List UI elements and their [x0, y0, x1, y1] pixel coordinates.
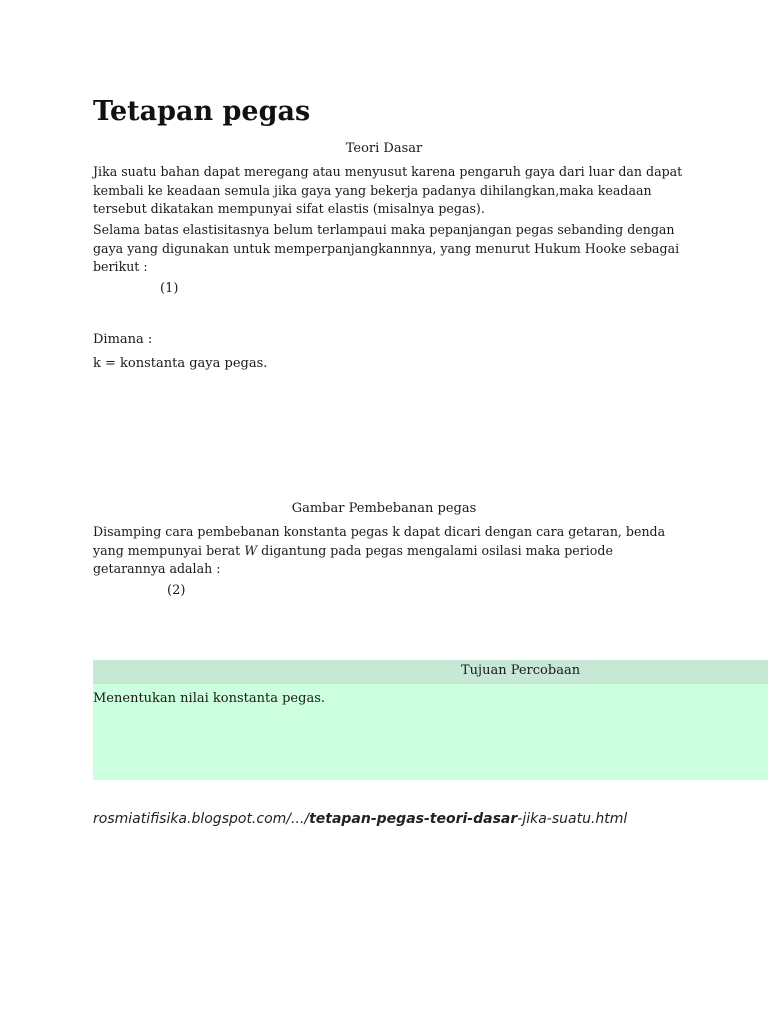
- equation-number-2: (2): [167, 583, 186, 598]
- source-link[interactable]: [93, 811, 627, 827]
- section-heading-teori-dasar: Teori Dasar: [345, 141, 423, 156]
- objective-heading-band: [93, 660, 768, 684]
- page-title: Tetapan pegas: [93, 96, 311, 127]
- paragraph-hukum-hooke: Selama batas elastisitasnya belum terlampaui maka pepanjangan pegas sebanding dengan gaya yang digunakan untuk memperpanjangkannnya, yang menurut Hukum Hooke sebagai berikut :: [93, 222, 680, 274]
- objective-heading: Tujuan Percobaan: [461, 663, 581, 678]
- equation-number-1: (1): [160, 281, 179, 296]
- objective-body-band: [93, 684, 768, 780]
- paragraph-getaran: [93, 523, 683, 579]
- weight-symbol: W: [244, 542, 258, 558]
- paragraph-getaran-part2: digantung pada pegas mengalami osilasi maka periode getarannya adalah :: [93, 542, 613, 576]
- dimana-label: Dimana :: [93, 332, 153, 347]
- objective-text: Menentukan nilai konstanta pegas.: [93, 691, 325, 706]
- k-definition: k = konstanta gaya pegas.: [93, 356, 268, 371]
- source-link-suffix: -jika-suatu.html: [517, 811, 628, 827]
- paragraph-elastisitas: Jika suatu bahan dapat meregang atau menyusut karena pengaruh gaya dari luar dan dapat kembali ke keadaan semula jika gaya yang bekerja padanya dihilangkan,maka keadaan tersebut dikatakan mempunyai sifat elastis (misalnya pegas).: [93, 164, 683, 216]
- paragraph-getaran-part1: Disamping cara pembebanan konstanta pegas k dapat dicari dengan cara getaran, benda yang mempunyai berat: [93, 524, 666, 558]
- source-link-bold: tetapan-pegas-teori-dasar: [309, 811, 518, 827]
- figure-caption: Gambar Pembebanan pegas: [291, 501, 477, 516]
- source-link-prefix: rosmiatifisika.blogspot.com/.../: [93, 811, 310, 827]
